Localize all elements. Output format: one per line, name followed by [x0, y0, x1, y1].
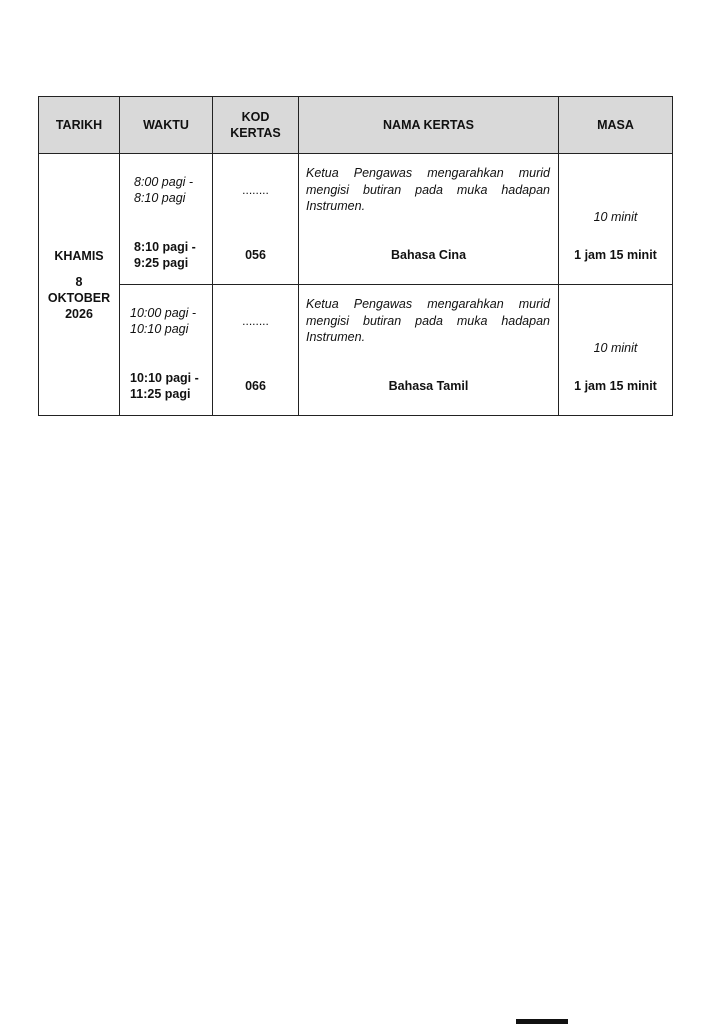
nama-kertas-cell [299, 154, 559, 285]
date-number: 8 [75, 274, 83, 289]
waktu-cell [120, 285, 213, 416]
instruction-duration: 10 minit [593, 210, 638, 224]
exam-time-start: 8:10 pagi - [134, 240, 196, 254]
header-masa: MASA [559, 97, 673, 154]
date-day: KHAMIS [54, 248, 104, 263]
exam-time-end: 11:25 pagi [130, 387, 191, 401]
table-header-row [39, 97, 673, 154]
header-tarikh: TARIKH [39, 97, 120, 154]
exam-subject: Bahasa Tamil [388, 379, 469, 393]
exam-time [120, 239, 196, 271]
instruction-text: Ketua Pengawas mengarahkan murid mengisi butiran pada muka hadapan Instrumen. [306, 297, 550, 345]
exam-subject: Bahasa Cina [390, 248, 467, 262]
instruction-text: Ketua Pengawas mengarahkan murid mengisi butiran pada muka hadapan Instrumen. [306, 166, 550, 214]
date-cell [39, 154, 120, 416]
header-nama-kertas: NAMA KERTAS [299, 97, 559, 154]
masa-cell [559, 154, 673, 285]
header-kod-line2: KERTAS [230, 126, 281, 140]
instruction-time-start: 10:00 pagi - [130, 306, 197, 320]
masa-cell [559, 285, 673, 416]
date-year: 2026 [65, 306, 93, 321]
header-kod-line1: KOD [241, 110, 270, 124]
table-row [39, 154, 673, 285]
instruction-time-end: 10:10 pagi [130, 322, 189, 336]
nama-kertas-cell [299, 285, 559, 416]
instruction-time [120, 174, 193, 206]
instruction-code: ........ [242, 183, 269, 197]
header-kod-kertas [213, 97, 299, 154]
instruction-time [120, 305, 196, 337]
exam-code: 056 [245, 248, 266, 262]
waktu-cell [120, 154, 213, 285]
exam-time-start: 10:10 pagi - [130, 371, 199, 385]
exam-time [120, 370, 199, 402]
instruction-time-end: 8:10 pagi [134, 191, 186, 205]
table-row [39, 285, 673, 416]
exam-duration: 1 jam 15 minit [574, 248, 657, 262]
instruction-time-start: 8:00 pagi - [134, 175, 194, 189]
exam-schedule-table [38, 96, 673, 416]
page-edge-tab [516, 1019, 568, 1024]
kod-cell [213, 154, 299, 285]
exam-time-end: 9:25 pagi [134, 256, 189, 270]
kod-cell [213, 285, 299, 416]
exam-duration: 1 jam 15 minit [574, 379, 657, 393]
instruction-duration: 10 minit [593, 341, 638, 355]
instruction-code: ........ [242, 314, 269, 328]
exam-code: 066 [245, 379, 266, 393]
date-month: OKTOBER [47, 290, 111, 305]
header-waktu: WAKTU [120, 97, 213, 154]
